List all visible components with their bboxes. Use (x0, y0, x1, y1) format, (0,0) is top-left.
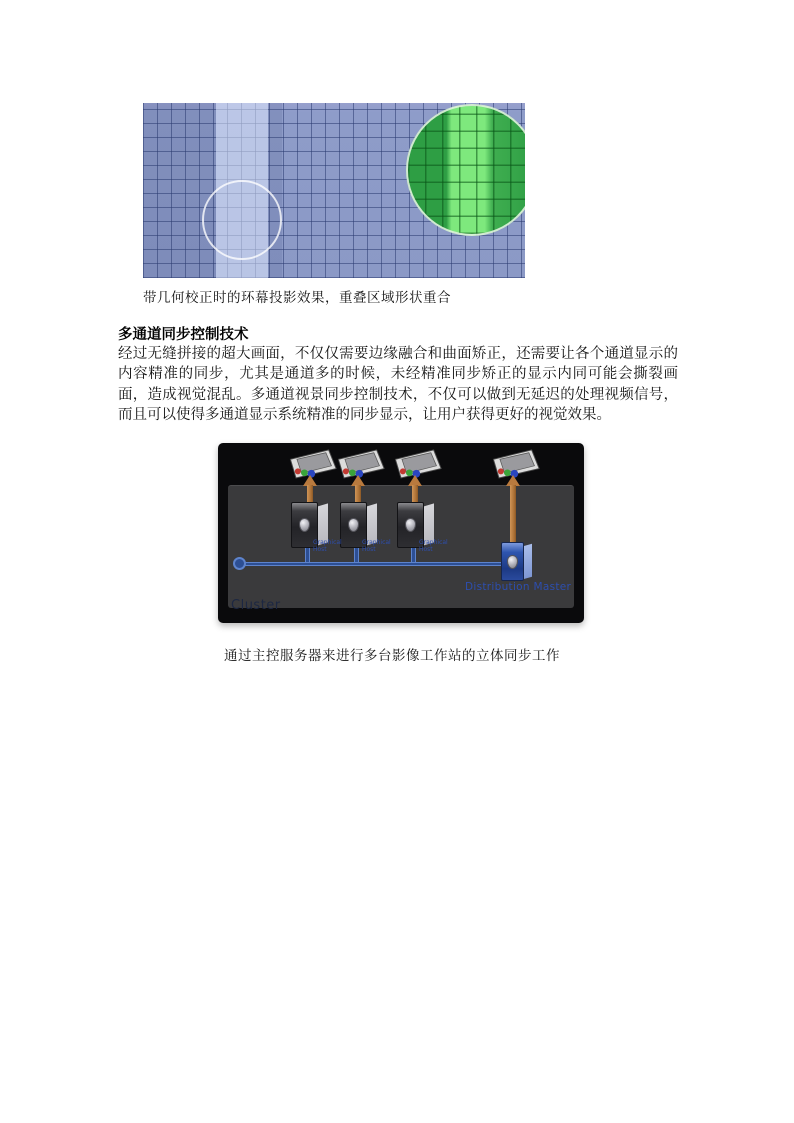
overlap-highlight-circle (202, 180, 282, 260)
bus-node-icon (233, 557, 246, 570)
distribution-master-tower (501, 542, 532, 581)
bus-connector (411, 547, 416, 563)
distribution-master-label: Distribution Master (465, 581, 572, 593)
host-label: Graphical Host (313, 539, 342, 553)
host-label: Graphical Host (362, 539, 391, 553)
magnifier-circle-green (406, 104, 525, 236)
bus-connector (305, 547, 310, 563)
cluster-label: Cluster (231, 598, 281, 613)
section-paragraph: 经过无缝拼接的超大画面，不仅仅需要边缘融合和曲面矫正，还需要让各个通道显示的内容精准的同步，尤其是通道多的时候，未经精准同步矫正的显示内同可能会撕裂画面，造成视觉混乱。多通道视景同步控制技术，不仅可以做到无延迟的处理视频信号，而且可以使得多通道显示系统精准的同步显示，让用户获得更好的视觉效果。 (118, 346, 678, 424)
projection-seam-band (268, 103, 282, 278)
figure-cluster-diagram (218, 443, 584, 623)
figure1-caption: 带几何校正时的环幕投影效果，重叠区域形状重合 (143, 290, 451, 306)
section-heading: 多通道同步控制技术 (118, 327, 249, 343)
bus-connector (354, 547, 359, 563)
cluster-bus-line (242, 562, 516, 566)
host-label: Graphical Host (419, 539, 448, 553)
figure-projection-photo (143, 103, 525, 278)
projection-left-region (143, 103, 216, 278)
tower-side (523, 544, 532, 580)
figure2-caption: 通过主控服务器来进行多台影像工作站的立体同步工作 (224, 648, 560, 664)
sync-arrow-shaft (510, 485, 516, 543)
